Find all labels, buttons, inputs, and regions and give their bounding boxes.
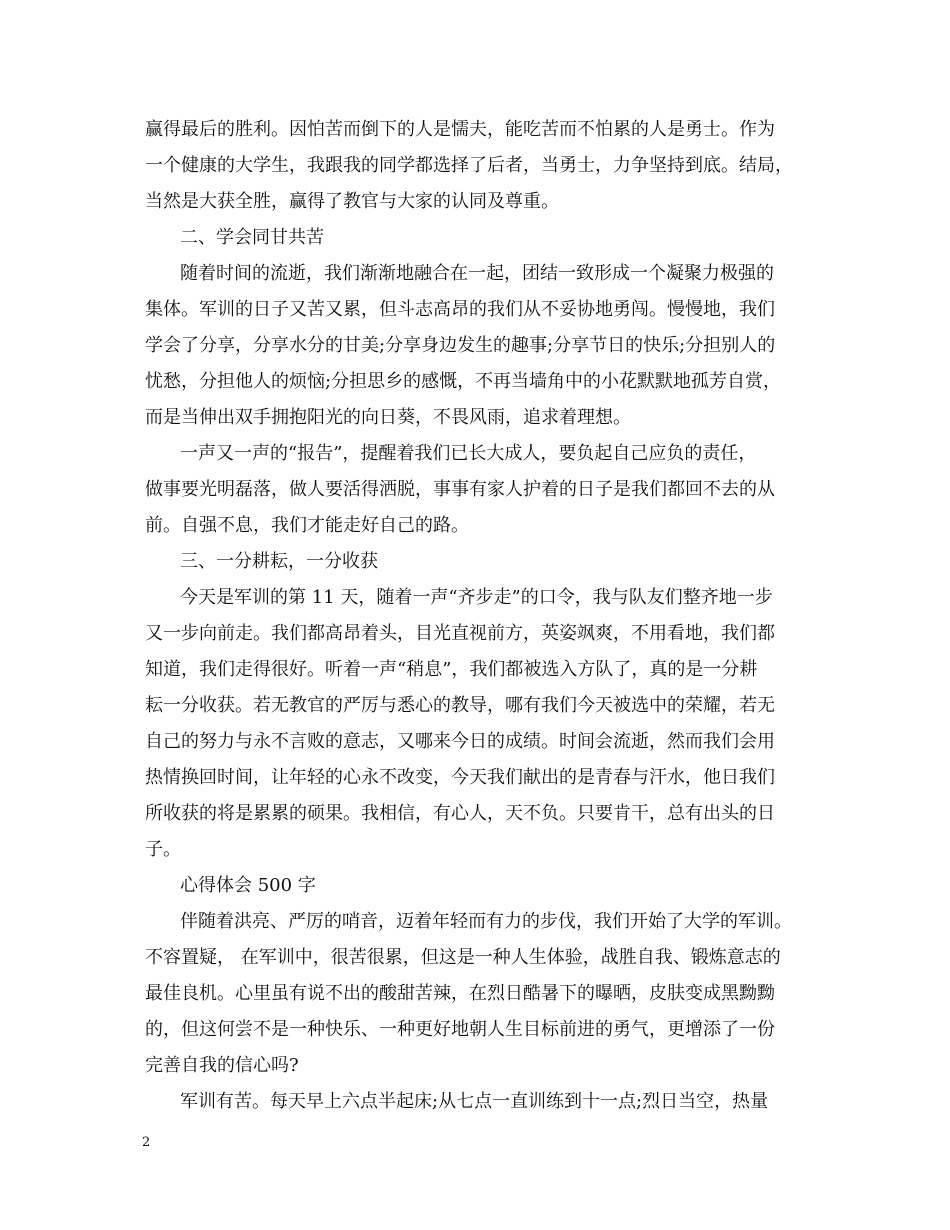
section-heading: 心得体会 500 字: [180, 875, 316, 896]
text-line: 的，但这何尝不是一种快乐、一种更好地朝人生目标前进的勇气，更增添了一份: [145, 1019, 775, 1040]
text-line: 不容置疑， 在军训中，很苦很累，但这是一种人生体验，战胜自我、锻炼意志的: [145, 947, 781, 968]
text-line: 随着时间的流逝，我们渐渐地融合在一起，团结一致形成一个凝聚力极强的: [180, 263, 774, 284]
text-line: 一声又一声的“报告”，提醒着我们已长大成人，要负起自己应负的责任，: [180, 443, 757, 464]
text-line: 伴随着洪亮、严厉的哨音，迈着年轻而有力的步伐，我们开始了大学的军训。: [180, 911, 792, 932]
text-line: 最佳良机。心里虽有说不出的酸甜苦辣，在烈日酷暑下的曝晒，皮肤变成黑黝黝: [145, 983, 775, 1004]
text-line: 前。自强不息，我们才能走好自己的路。: [145, 515, 469, 536]
section-heading: 三、一分耕耘，一分收获: [180, 551, 378, 572]
text-line: 忧愁，分担他人的烦恼;分担思乡的感慨，不再当墙角中的小花默默地孤芳自赏，: [145, 371, 782, 392]
text-line: 做事要光明磊落，做人要活得洒脱，事事有家人护着的日子是我们都回不去的从: [145, 479, 775, 500]
text-line: 而是当伸出双手拥抱阳光的向日葵，不畏风雨，追求着理想。: [145, 407, 631, 428]
text-line: 自己的努力与永不言败的意志，又哪来今日的成绩。时间会流逝，然而我们会用: [145, 731, 775, 752]
text-line: 赢得最后的胜利。因怕苦而倒下的人是懦夫，能吃苦而不怕累的人是勇士。作为: [145, 119, 775, 140]
text-line: 完善自我的信心吗?: [145, 1055, 299, 1076]
text-line: 当然是大获全胜，赢得了教官与大家的认同及尊重。: [145, 191, 559, 212]
text-line: 一个健康的大学生，我跟我的同学都选择了后者，当勇士，力争坚持到底。结局，: [145, 155, 793, 176]
page-number: 2: [142, 1135, 151, 1150]
text-line: 军训有苦。每天早上六点半起床;从七点一直训练到十一点;烈日当空，热量: [180, 1091, 769, 1112]
text-line: 热情换回时间，让年轻的心永不改变，今天我们献出的是青春与汗水，他日我们: [145, 767, 775, 788]
text-line: 又一步向前走。我们都高昂着头，目光直视前方，英姿飒爽，不用看地，我们都: [145, 623, 775, 644]
text-line: 今天是军训的第 11 天，随着一声“齐步走”的口令，我与队友们整齐地一步: [180, 587, 773, 608]
text-line: 集体。军训的日子又苦又累，但斗志高昂的我们从不妥协地勇闯。慢慢地，我们: [145, 299, 775, 320]
text-line: 所收获的将是累累的硕果。我相信，有心人，天不负。只要肯干，总有出头的日: [145, 803, 775, 824]
text-line: 知道，我们走得很好。听着一声“稍息”，我们都被选入方队了，真的是一分耕: [145, 659, 758, 680]
document-body: [145, 112, 825, 1120]
text-line: 学会了分享，分享水分的甘美;分享身边发生的趣事;分享节日的快乐;分担别人的: [145, 335, 776, 356]
text-line: 耘一分收获。若无教官的严厉与悉心的教导，哪有我们今天被选中的荣耀，若无: [145, 695, 775, 716]
section-heading: 二、学会同甘共苦: [180, 227, 324, 248]
text-line: 子。: [145, 839, 181, 860]
